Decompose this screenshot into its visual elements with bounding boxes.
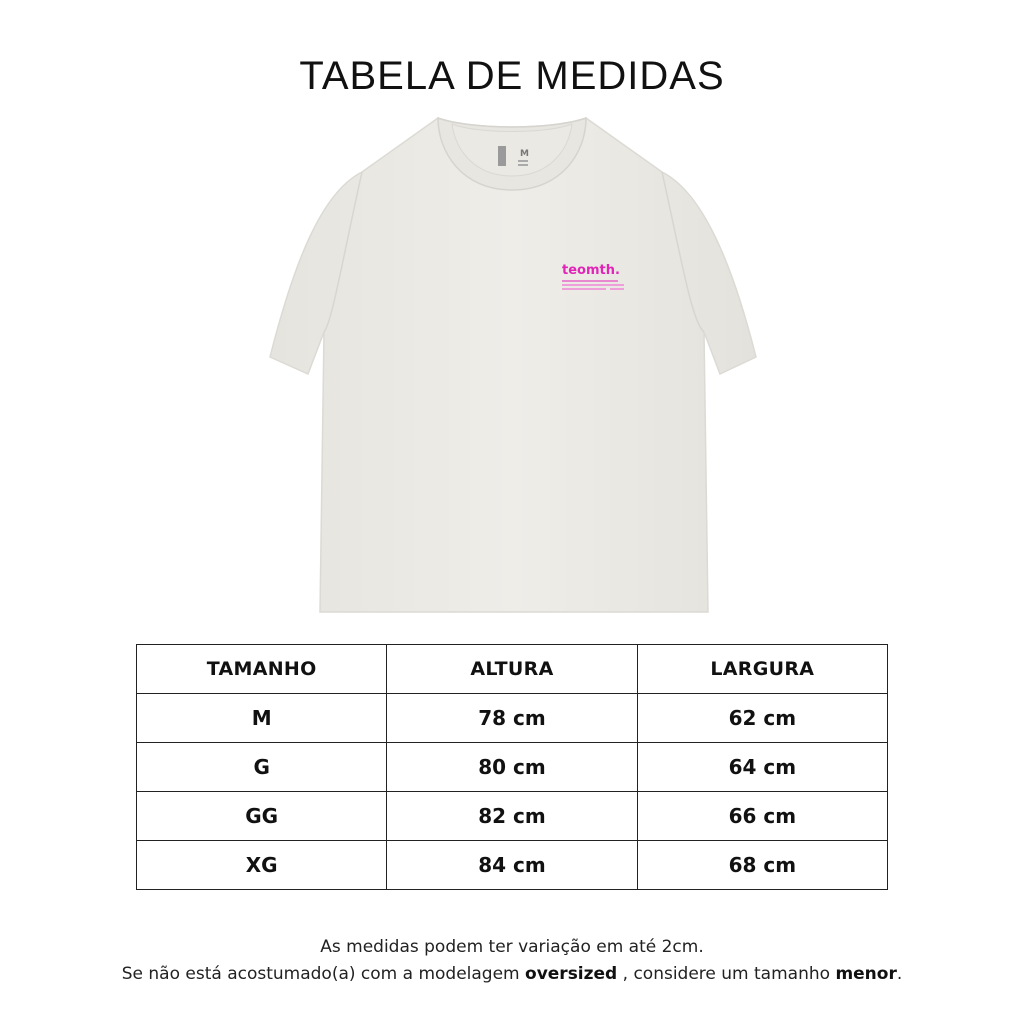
neck-size-label: M [520,149,529,159]
cell-size: GG [137,792,387,841]
brand-print [562,263,624,290]
cell-height: 84 cm [387,841,637,890]
note-bold-menor: menor [835,964,897,984]
cell-size: G [137,743,387,792]
table-row [137,743,888,792]
cell-size: XG [137,841,387,890]
header-largura: LARGURA [637,645,887,694]
brand-logo-text: teomth. [562,263,620,278]
page-title: TABELA DE MEDIDAS [299,54,725,98]
cell-width: 68 cm [637,841,887,890]
note-line-2-end: . [896,964,903,984]
note-bold-oversized: oversized [525,964,618,984]
cell-width: 64 cm [637,743,887,792]
note-line-2-text: Se não está acostumado(a) com a modelagem [121,964,526,984]
cell-height: 80 cm [387,743,637,792]
table-row [137,694,888,743]
size-table [136,644,888,890]
note-line-1: As medidas podem ter variação em até 2cm. [320,937,704,957]
cell-width: 62 cm [637,694,887,743]
table-header-row [137,645,888,694]
table-row [137,841,888,890]
tshirt-image [262,112,762,617]
note-line-2-text: , considere um tamanho [617,964,836,984]
cell-height: 78 cm [387,694,637,743]
cell-height: 82 cm [387,792,637,841]
tshirt-body [270,118,756,612]
header-altura: ALTURA [387,645,637,694]
header-tamanho: TAMANHO [137,645,387,694]
size-notes [0,934,1024,988]
note-line-2 [0,961,1024,988]
cell-size: M [137,694,387,743]
table-row [137,792,888,841]
cell-width: 66 cm [637,792,887,841]
